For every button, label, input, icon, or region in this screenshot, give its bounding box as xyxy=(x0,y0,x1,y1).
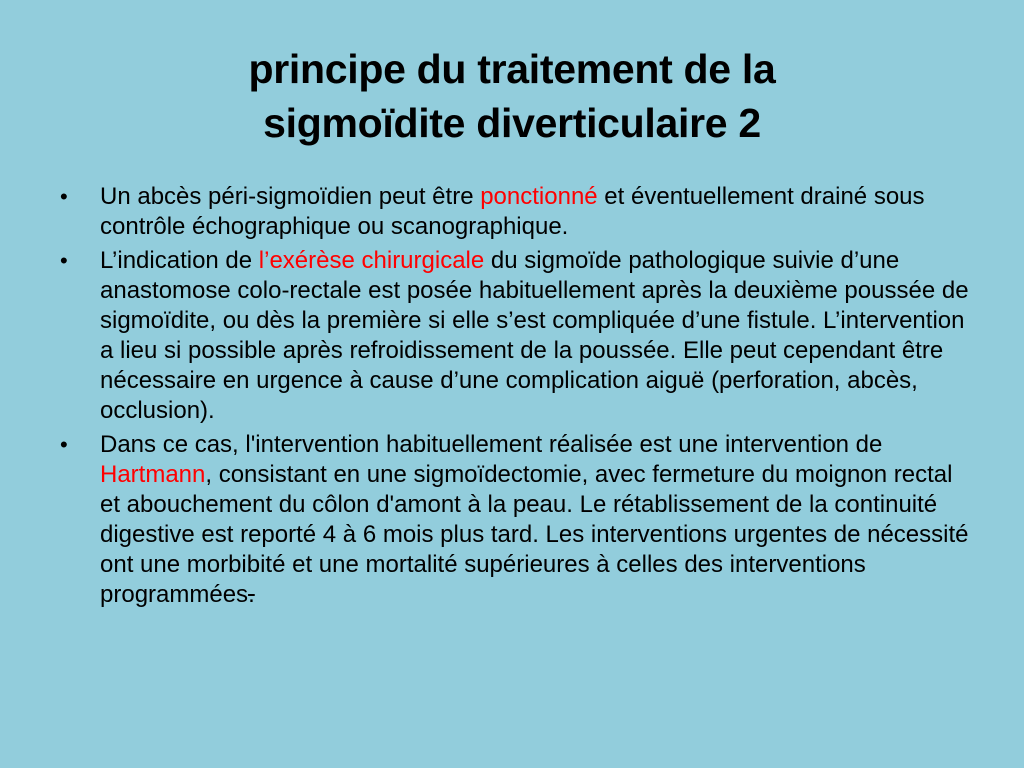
highlighted-term: l’exérèse chirurgicale xyxy=(258,247,485,274)
bullet-list xyxy=(54,182,974,614)
slide-title-line-2: sigmoïdite diverticulaire 2 xyxy=(263,100,761,146)
bullet-text-part: Dans ce cas, l'intervention habituellement réalisée est une intervention de xyxy=(100,431,883,458)
highlighted-term: Hartmann xyxy=(100,461,206,488)
struck-period: . xyxy=(248,581,255,608)
slide-title-line-1: principe du traitement de la xyxy=(248,46,776,92)
highlighted-term: ponctionné xyxy=(480,183,598,210)
bullet-text xyxy=(100,182,974,242)
bullet-text-part: L’indication de xyxy=(100,247,259,274)
bullet-item-2 xyxy=(54,246,974,426)
bullet-text-part: , consistant en une sigmoïdectomie, avec fermeture du moignon rectal et abouchement du côlon d'amont à la peau. Le rétablissement de la continuité digestive est reporté 4 à 6 mois plus tard. Les interventions urgentes de nécessité ont une morbibité et une mortalité supérieures à celles des interventions programmées xyxy=(100,461,969,608)
slide-title xyxy=(60,42,964,150)
bullet-marker: • xyxy=(60,248,68,273)
bullet-marker: • xyxy=(60,432,68,457)
bullet-text-part: du sigmoïde pathologique suivie d’une anastomose colo-rectale est posée habituellement après la deuxième poussée de sigmoïdite, ou dès la première si elle s’est compliquée d’une fistule. L’intervention a lieu si possible après refroidissement de la poussée. Elle peut cependant être nécessaire en urgence à cause d’une complication aiguë (perforation, abcès, occlusion). xyxy=(100,247,969,424)
bullet-item-3 xyxy=(54,430,974,610)
bullet-text-part: et éventuellement drainé sous contrôle échographique ou scanographique. xyxy=(100,183,925,240)
bullet-text-part: Un abcès péri-sigmoïdien peut être xyxy=(100,183,481,210)
bullet-item-1 xyxy=(54,182,974,242)
bullet-text xyxy=(100,246,974,426)
bullet-text xyxy=(100,430,974,610)
bullet-marker: • xyxy=(60,184,68,209)
